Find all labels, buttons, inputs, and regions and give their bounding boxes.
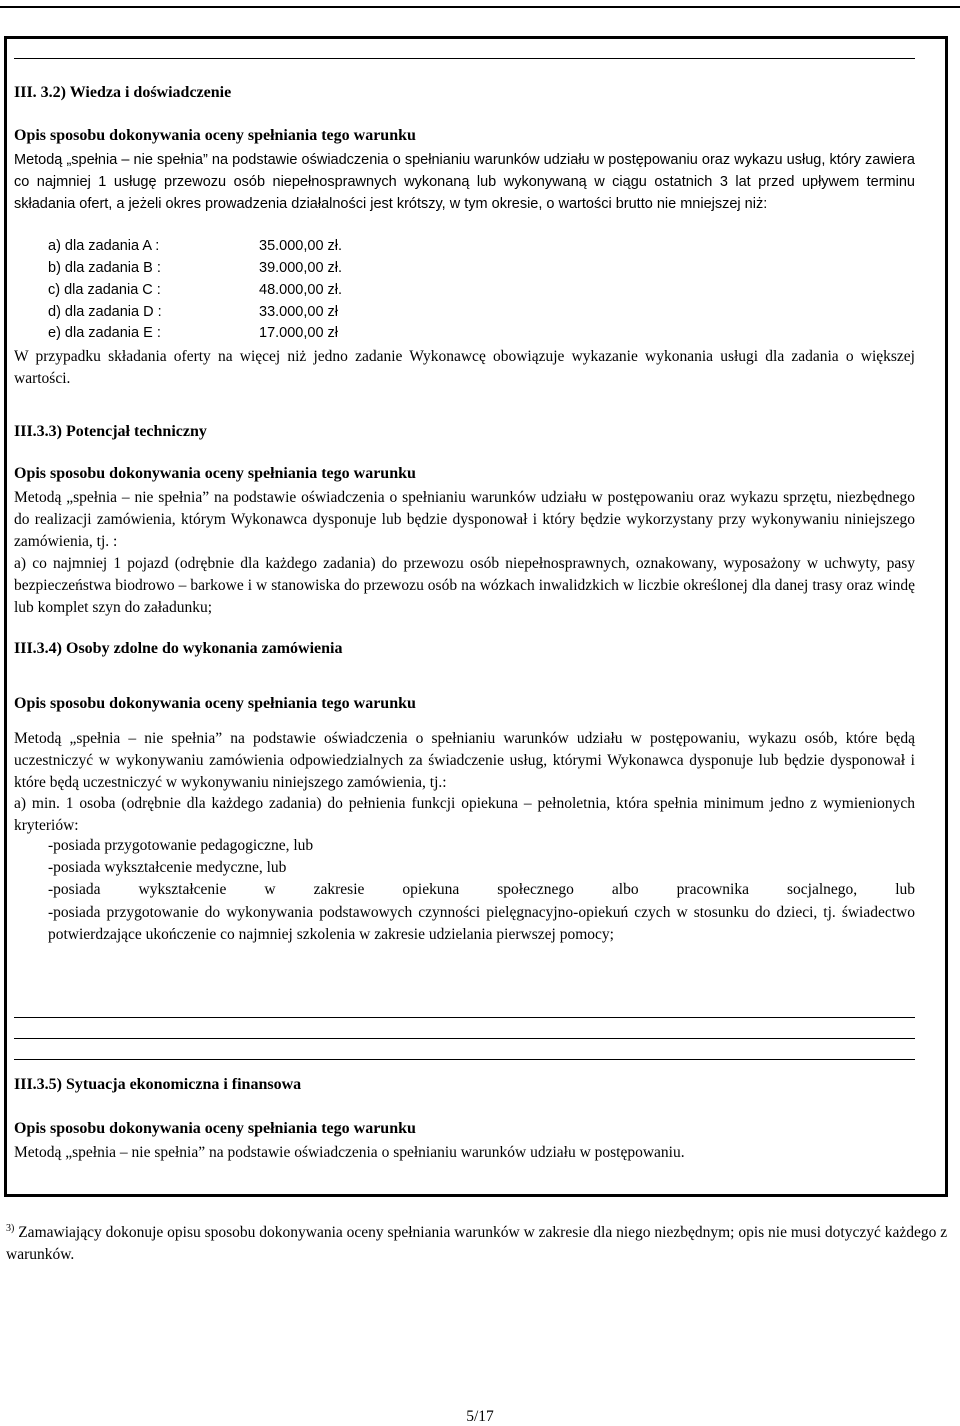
potencjal-text: Metodą „spełnia – nie spełnia” na podstawie oświadczenia o spełnianiu warunków udziału w postępowaniu oraz wykazu sprzętu, niezbędnego do realizacji zamówienia, którym Wykonawca dysponuje lub będzie dysponował i który będzie wykorzystany przy wykonywaniu niniejszego zamówienia, tj. :: [14, 489, 915, 550]
osoby-text: Metodą „spełnia – nie spełnia” na podstawie oświadczenia o spełnianiu warunków udziału w postępowaniu, wykazu osób, które będą uczestniczyć w wykonywaniu zamówienia odpowiedzialnych za świadczenie usług, którymi Wykonawca dysponuje lub będzie dysponował i które będą uczestniczyć w wykonywaniu niniejszego zamówienia, tj.:: [14, 730, 915, 791]
item-value-b: 39.000,00 zł.: [259, 260, 343, 276]
footnote-text: Zamawiający dokonuje opisu sposobu dokonywania oceny spełniania warunków w zakresie dla niego niezbędnym; opis nie musi dotyczyć każdego z warunków.: [6, 1224, 948, 1264]
blank-line: [14, 58, 915, 59]
opis-heading-sytuacja: Opis sposobu dokonywania oceny spełniania tego warunku: [14, 1120, 416, 1137]
footnote: [6, 1218, 956, 1266]
item-value-d: 33.000,00 zł: [259, 304, 339, 320]
section-title-osoby: III.3.4) Osoby zdolne do wykonania zamówienia: [14, 640, 343, 657]
item-label-e: e) dla zadania E :: [48, 325, 161, 341]
criterion-2: -posiada wykształcenie medyczne, lub: [48, 859, 287, 876]
item-value-c: 48.000,00 zł.: [259, 282, 343, 298]
item-label-c: c) dla zadania C :: [48, 282, 161, 298]
wiedza-text: Metodą „spełnia – nie spełnia” na podstawie oświadczenia o spełnianiu warunków udziału w postępowaniu oraz wykazu usług, który zawiera co najmniej 1 usługę przewozu osób niepełnosprawnych wykonaną lub wykonywaną w ciągu ostatnich 3 lat przed upływem terminu składania ofert, a jeżeli okres prowadzenia działalności jest krótszy, w tym okresie, o wartości brutto nie mniejszej niż:: [14, 152, 915, 212]
item-value-a: 35.000,00 zł.: [259, 238, 343, 254]
blank-line: [14, 1017, 915, 1018]
item-label-d: d) dla zadania D :: [48, 304, 162, 320]
top-rule: [0, 6, 960, 8]
wiedza-closing: W przypadku składania oferty na więcej niż jedno zadanie Wykonawcę obowiązuje wykazanie wykonania usługi dla zadania o większej wartości.: [14, 348, 915, 387]
blank-line: [14, 1038, 915, 1039]
section-title-sytuacja: III.3.5) Sytuacja ekonomiczna i finansowa: [14, 1076, 302, 1093]
criterion-1: -posiada przygotowanie pedagogiczne, lub: [48, 837, 314, 854]
opis-heading-wiedza: Opis sposobu dokonywania oceny spełniania tego warunku: [14, 127, 416, 144]
item-label-b: b) dla zadania B :: [48, 260, 161, 276]
item-label-a: a) dla zadania A :: [48, 238, 160, 254]
section-title-wiedza: III. 3.2) Wiedza i doświadczenie: [14, 84, 232, 101]
section-title-potencjal: III.3.3) Potencjał techniczny: [14, 423, 207, 440]
blank-line: [14, 1059, 915, 1060]
potencjal-item-a: a) co najmniej 1 pojazd (odrębnie dla każdego zadania) do przewozu osób niepełnosprawnych, oznakowany, wyposażony w uchwyty, pasy bezpieczeństwa biodrowo – barkowe i w stanowiska do przewozu osób na wózkach inwalidzkich w liczbie określonej dla danej trasy oraz windę lub komplet szyn do załadunku;: [14, 555, 915, 616]
opis-heading-potencjal: Opis sposobu dokonywania oceny spełniania tego warunku: [14, 465, 416, 482]
page-number: 5/17: [466, 1408, 494, 1425]
sytuacja-text: Metodą „spełnia – nie spełnia” na podstawie oświadczenia o spełnianiu warunków udziału w postępowaniu.: [14, 1144, 685, 1161]
osoby-item-a: a) min. 1 osoba (odrębnie dla każdego zadania) do pełnienia funkcji opiekuna – pełnoletnia, która spełnia minimum jedno z wymienionych kryteriów:: [14, 795, 915, 834]
item-value-e: 17.000,00 zł: [259, 325, 339, 341]
opis-heading-osoby: Opis sposobu dokonywania oceny spełniania tego warunku: [14, 695, 416, 712]
criterion-4: -posiada przygotowanie do wykonywania podstawowych czynności pielęgnacyjno-opiekuń czych w stosunku do dzieci, tj. świadectwo potwierdzające ukończenie co najmniej szkolenia w zakresie udzielania pierwszej pomocy;: [48, 904, 915, 943]
footnote-mark: 3): [6, 1223, 15, 1234]
criterion-3: -posiada wykształcenie w zakresie opiekuna społecznego albo pracownika socjalnego, lub: [48, 881, 915, 898]
